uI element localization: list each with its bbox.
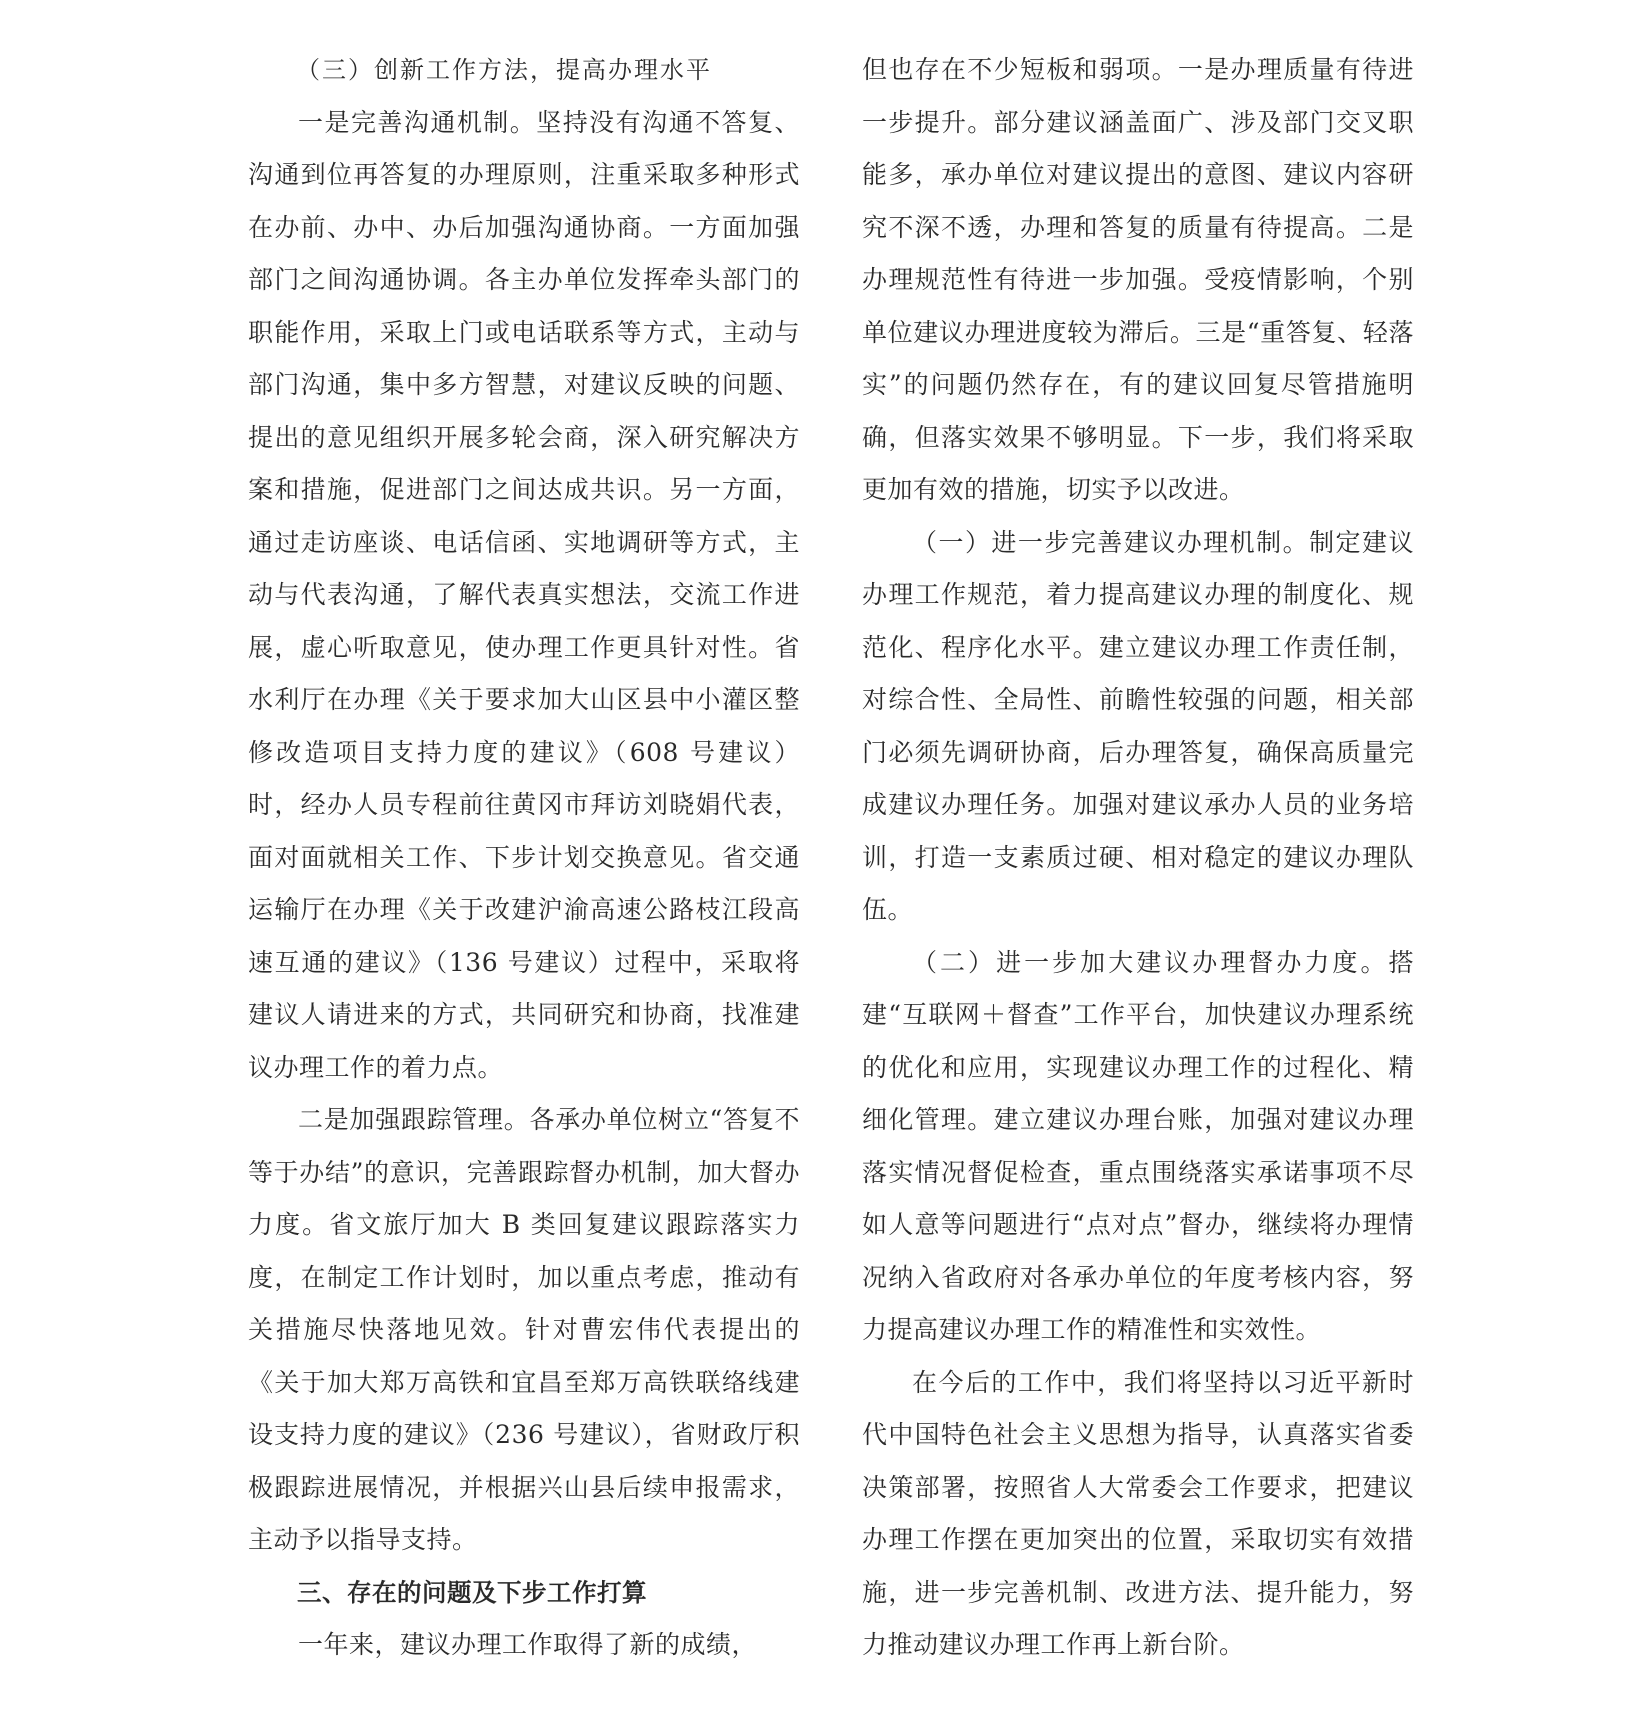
section-heading-3: 三、存在的问题及下步工作打算 bbox=[297, 1577, 647, 1607]
paragraph-problems-start: 一年来，建议办理工作取得了新的成绩， bbox=[298, 1630, 758, 1659]
paragraph-tracking-management: 二是加强跟踪管理。各承办单位树立“答复不等于办结”的意识，完善跟踪督办机制，加大督办力度。省文旅厅加大 B 类回复建议跟踪落实力度，在制定工作计划时，加以重点考虑，推动有关措施尽快落地见效。针对曹宏伟代表提出的《关于加大郑万高铁和宜昌至郑万高铁联络线建设支持力度的建议》（236 号建议），省财政厅积极跟踪进展情况，并根据兴山县后续申报需求，主动予以指导支持。 bbox=[248, 1105, 800, 1554]
right-column bbox=[862, 44, 1414, 1672]
paragraph-communication-mechanism: 一是完善沟通机制。坚持没有沟通不答复、沟通到位再答复的办理原则，注重采取多种形式在办前、办中、办后加强沟通协商。一方面加强部门之间沟通协调。各主办单位发挥牵头部门的职能作用，采取上门或电话联系等方式，主动与部门沟通，集中多方智慧，对建议反映的问题、提出的意见组织开展多轮会商，深入研究解决方案和措施，促进部门之间达成共识。另一方面，通过走访座谈、电话信函、实地调研等方式，主动与代表沟通，了解代表真实想法，交流工作进展，虚心听取意见，使办理工作更具针对性。省水利厅在办理《关于要求加大山区县中小灌区整修改造项目支持力度的建议》（608 号建议）时，经办人员专程前往黄冈市拜访刘晓娟代表，面对面就相关工作、下步计划交换意见。省交通运输厅在办理《关于改建沪渝高速公路枝江段高速互通的建议》（136 号建议）过程中，采取将建议人请进来的方式，共同研究和协商，找准建议办理工作的着力点。 bbox=[248, 107, 800, 1082]
paragraph-supervision: （二）进一步加大建议办理督办力度。搭建“互联网＋督查”工作平台，加快建议办理系统的优化和应用，实现建议办理工作的过程化、精细化管理。建立建议办理台账，加强对建议办理落实情况督促检查，重点围绕落实承诺事项不尽如人意等问题进行“点对点”督办，继续将办理情况纳入省政府对各承办单位的年度考核内容，努力提高建议办理工作的精准性和实效性。 bbox=[862, 947, 1414, 1344]
paragraph-problems-continued: 但也存在不少短板和弱项。一是办理质量有待进一步提升。部分建议涵盖面广、涉及部门交叉职能多，承办单位对建议提出的意图、建议内容研究不深不透，办理和答复的质量有待提高。二是办理规范性有待进一步加强。受疫情影响，个别单位建议办理进度较为滞后。三是“重答复、轻落实”的问题仍然存在，有的建议回复尽管措施明确，但落实效果不够明显。下一步，我们将采取更加有效的措施，切实予以改进。 bbox=[862, 55, 1414, 504]
paragraph-conclusion: 在今后的工作中，我们将坚持以习近平新时代中国特色社会主义思想为指导，认真落实省委决策部署，按照省人大常委会工作要求，把建议办理工作摆在更加突出的位置，采取切实有效措施，进一步完善机制、改进方法、提升能力，努力推动建议办理工作再上新台阶。 bbox=[862, 1367, 1414, 1659]
paragraph-improve-mechanism: （一）进一步完善建议办理机制。制定建议办理工作规范，着力提高建议办理的制度化、规范化、程序化水平。建立建议办理工作责任制，对综合性、全局性、前瞻性较强的问题，相关部门必须先调研协商，后办理答复，确保高质量完成建议办理任务。加强对建议承办人员的业务培训，打造一支素质过硬、相对稳定的建议办理队伍。 bbox=[862, 527, 1414, 924]
left-column bbox=[248, 44, 800, 1672]
section-subheading-3: （三）创新工作方法，提高办理水平 bbox=[296, 56, 712, 84]
